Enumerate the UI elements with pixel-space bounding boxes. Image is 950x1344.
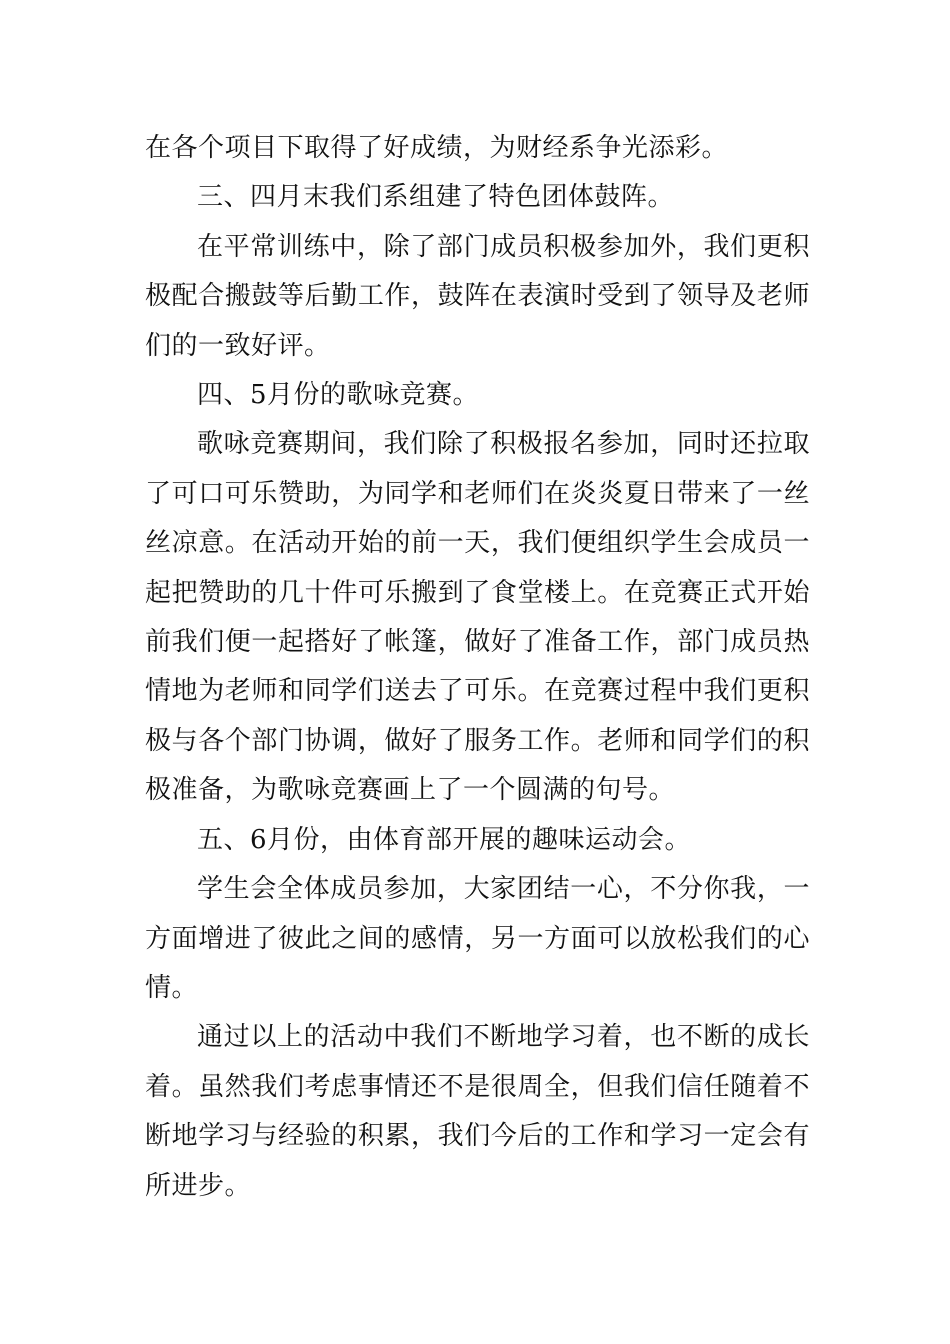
paragraph-7: 学生会全体成员参加，大家团结一心，不分你我，一方面增进了彼此之间的感情，另一方面可以放松我们的心情。 bbox=[145, 874, 810, 1003]
paragraph-2: 三、四月末我们系组建了特色团体鼓阵。 bbox=[197, 182, 675, 213]
paragraph-5: 歌咏竞赛期间，我们除了积极报名参加，同时还拉取了可口可乐赞助，为同学和老师们在炎炎夏日带来了一丝丝凉意。在活动开始的前一天，我们便组织学生会成员一起把赞助的几十件可乐搬到了食堂楼上。在竞赛正式开始前我们便一起搭好了帐篷，做好了准备工作，部门成员热情地为老师和同学们送去了可乐。在竞赛过程中我们更积极与各个部门协调，做好了服务工作。老师和同学们的积极准备，为歌咏竞赛画上了一个圆满的句号。 bbox=[145, 429, 810, 806]
document-body bbox=[145, 124, 810, 1211]
paragraph-8: 通过以上的活动中我们不断地学习着，也不断的成长着。虽然我们考虑事情还不是很周全，但我们信任随着不断地学习与经验的积累，我们今后的工作和学习一定会有所进步。 bbox=[145, 1022, 810, 1201]
paragraph-6: 五、6月份，由体育部开展的趣味运动会。 bbox=[197, 824, 692, 855]
paragraph-3: 在平常训练中，除了部门成员积极参加外，我们更积极配合搬鼓等后勤工作，鼓阵在表演时受到了领导及老师们的一致好评。 bbox=[145, 231, 810, 361]
paragraph-1: 在各个项目下取得了好成绩，为财经系争光添彩。 bbox=[145, 133, 729, 163]
paragraph-4: 四、5月份的歌咏竞赛。 bbox=[197, 380, 480, 411]
